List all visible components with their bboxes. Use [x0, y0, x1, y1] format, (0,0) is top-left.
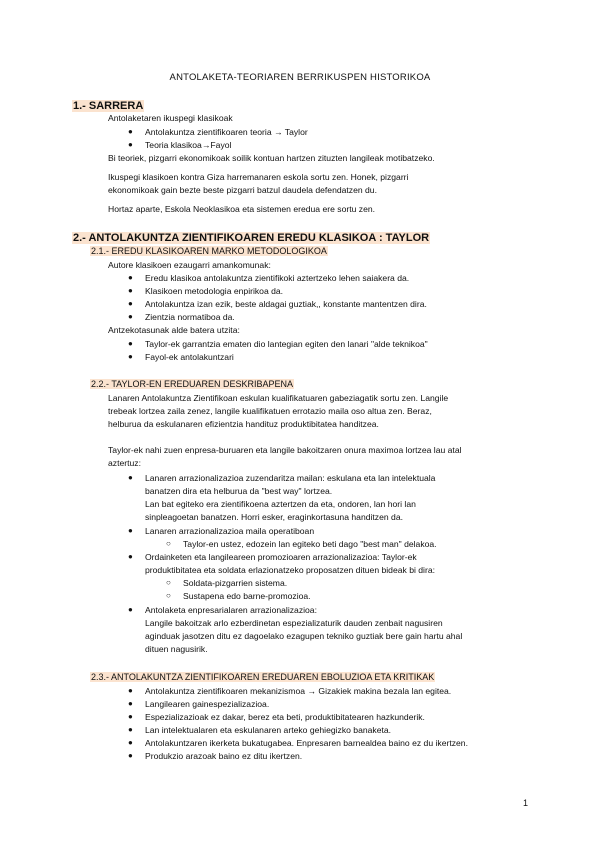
bullet-icon: ● [128, 526, 133, 535]
list-item: Langilearen gainespezializazioa. [145, 699, 270, 709]
list-item-continuation: banatzen dira eta helburua da "best way" lortzea. [145, 486, 333, 496]
list-item: Ordainketen eta langileareen promozioaren arrazionalizazioa: Taylor-ek [145, 552, 417, 562]
bullet-icon: ● [128, 552, 133, 561]
paragraph: trebeak lortzea zaila zenez, langile kualifikatuen errotazio maila oso altua zen. Beraz, [108, 406, 432, 416]
circle-bullet-icon: ○ [166, 539, 171, 548]
bullet-icon: ● [128, 686, 133, 695]
paragraph: Ikuspegi klasikoen kontra Giza harremanaren eskola sortu zen. Honek, pizgarri [108, 172, 409, 182]
bullet-icon: ● [128, 312, 133, 321]
list-item: Antolaketa enpresarialaren arrazionalizazioa: [145, 605, 317, 615]
document-title: ANTOLAKETA-TEORIAREN BERRIKUSPEN HISTORIKOA [169, 72, 431, 83]
bullet-icon: ● [128, 725, 133, 734]
list-item: Klasikoen metodologia enpirikoa da. [145, 286, 284, 296]
list-item: Lanaren arrazionalizazioa maila operatiboan [145, 526, 315, 536]
list-item-continuation: produktibitatea eta soldata erlazionatzeko proposatzen dituen bideak bi dira: [145, 565, 435, 575]
sublist-item: Soldata-pizgarrien sistema. [183, 578, 288, 588]
paragraph: Antzekotasunak alde batera utzita: [108, 325, 240, 335]
list-item-continuation: sinpleagoetan banatzen. Horri esker, eraginkortasuna handitzen da. [145, 512, 403, 522]
bullet-icon: ● [128, 712, 133, 721]
page-number: 1 [522, 798, 528, 808]
section-heading-taylor: 2.- ANTOLAKUNTZA ZIENTIFIKOAREN EREDU KLASIKOA : TAYLOR [73, 232, 430, 244]
list-item: Teoria klasikoa→Fayol [145, 140, 232, 150]
list-item: Antolakuntza zientifikoaren teoria → Taylor [145, 127, 308, 137]
list-item: Lanaren arrazionalizazioa zuzendaritza mailan: eskulana eta lan intelektuala [145, 473, 436, 483]
list-item: Eredu klasikoa antolakuntza zientifikoki aztertzeko lehen saiakera da. [145, 273, 410, 283]
bullet-icon: ● [128, 299, 133, 308]
list-item: Taylor-ek garrantzia ematen dio lantegian egiten den lanari "alde teknikoa" [145, 339, 428, 349]
circle-bullet-icon: ○ [166, 578, 171, 587]
list-item-continuation: Lan bat egiteko era zientifikoena aztertzen da eta, ondoren, lan hori lan [145, 499, 416, 509]
list-item-continuation: dituen nagusirik. [145, 644, 208, 654]
bullet-icon: ● [128, 127, 133, 136]
paragraph: ekonomikoak gain bezte beste pizgarri batzul daudela defendatzen du. [108, 185, 377, 195]
list-item: Lan intelektualaren eta eskulanaren arteko gehiegizko banaketa. [145, 725, 392, 735]
section-heading-sarrera: 1.- SARRERA [73, 100, 144, 112]
bullet-icon: ● [128, 699, 133, 708]
list-item: Fayol-ek antolakuntzari [145, 352, 234, 362]
bullet-icon: ● [128, 286, 133, 295]
subsection-heading-2-3: 2.3.- ANTOLAKUNTZA ZIENTIFIKOAREN EREDUAREN EBOLUZIOA ETA KRITIKAK [91, 672, 435, 682]
bullet-icon: ● [128, 605, 133, 614]
subsection-heading-2-1: 2.1.- EREDU KLASIKOAREN MARKO METODOLOGIKOA [91, 246, 327, 256]
bullet-icon: ● [128, 140, 133, 149]
bullet-icon: ● [128, 473, 133, 482]
list-item-continuation: Langile bakoitzak arlo ezberdinetan espezializaturik dauden zenbait nagusiren [145, 618, 443, 628]
list-item: Produkzio arazoak baino ez ditu ikertzen. [145, 751, 303, 761]
bullet-icon: ● [128, 273, 133, 282]
list-item: Antolakuntza zientifikoaren mekanizismoa → Gizakiek makina bezala lan egitea. [145, 686, 452, 696]
paragraph: Antolaketaren ikuspegi klasikoak [108, 113, 233, 123]
paragraph: aztertuz: [108, 458, 141, 468]
bullet-icon: ● [128, 339, 133, 348]
subsection-heading-2-2: 2.2.- TAYLOR-EN EREDUAREN DESKRIBAPENA [91, 379, 294, 389]
paragraph: Taylor-ek nahi zuen enpresa-buruaren eta langile bakoitzaren onura maximoa lortzea lau atal [108, 445, 462, 455]
paragraph: Lanaren Antolakuntza Zientifikoan eskulan kualifikatuaren gabeziagatik sortu zen. Langile [108, 393, 449, 403]
list-item: Antolakuntza izan ezik, beste aldagai guztiak,, konstante mantentzen dira. [145, 299, 427, 309]
circle-bullet-icon: ○ [166, 591, 171, 600]
paragraph: Autore klasikoen ezaugarri amankomunak: [108, 260, 271, 270]
bullet-icon: ● [128, 352, 133, 361]
list-item-continuation: aginduak jasotzen ditu ez dagoelako ezagupen tekniko guztiak bere gain hartu ahal [145, 631, 463, 641]
sublist-item: Taylor-en ustez, edozein lan egiteko beti dago "best man" delakoa. [183, 539, 437, 549]
paragraph: Bi teoriek, pizgarri ekonomikoak soilik kontuan hartzen zituzten langileak motibatzeko. [108, 153, 435, 163]
sublist-item: Sustapena edo barne-promozioa. [183, 591, 311, 601]
bullet-icon: ● [128, 738, 133, 747]
bullet-icon: ● [128, 751, 133, 760]
paragraph: helburua da eskulanaren efizientzia handituz produktibitatea handitzea. [108, 419, 379, 429]
list-item: Antolakuntzaren ikerketa bukatugabea. Enpresaren barnealdea baino ez du ikertzen. [145, 738, 468, 748]
paragraph: Hortaz aparte, Eskola Neoklasikoa eta sistemen eredua ere sortu zen. [108, 204, 376, 214]
list-item: Zientzia normatiboa da. [145, 312, 235, 322]
list-item: Espezializazioak ez dakar, berez eta beti, produktibitatearen hazkunderik. [145, 712, 425, 722]
